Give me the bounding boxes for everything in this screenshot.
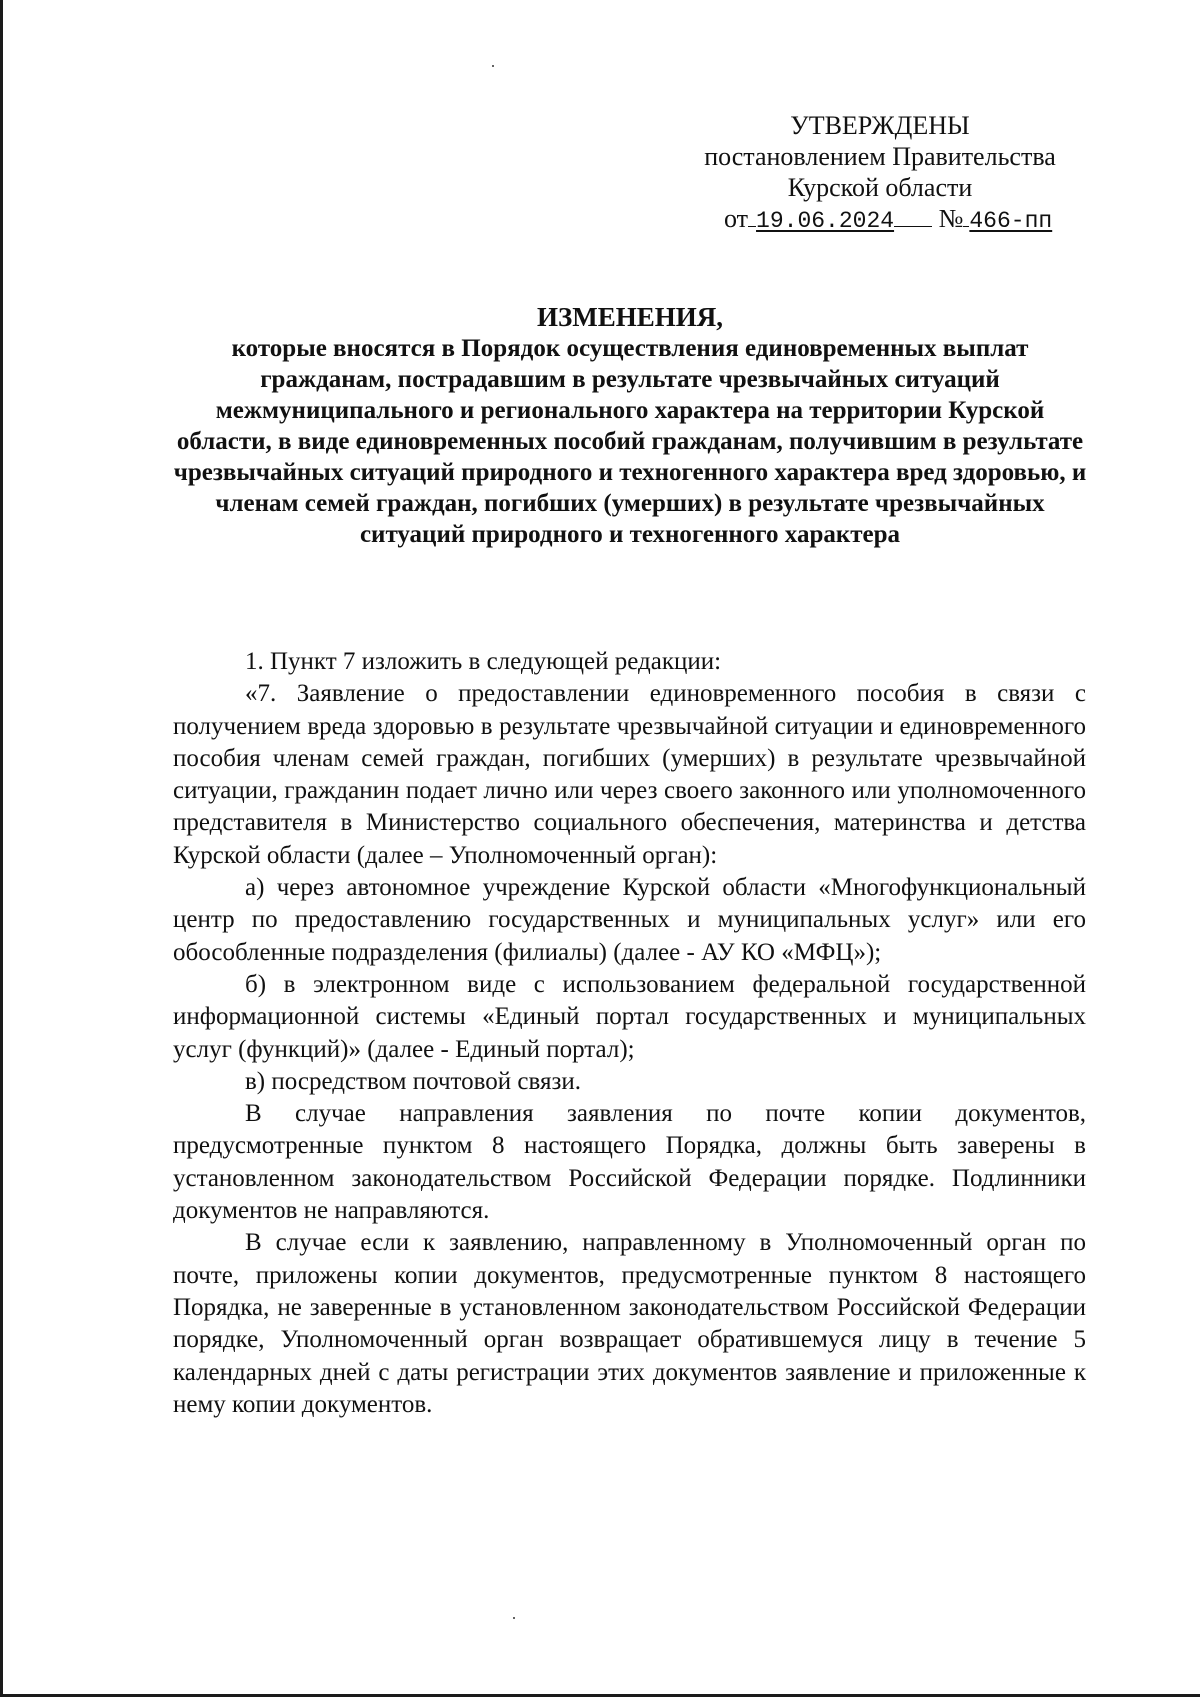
approval-number: 466-пп (969, 208, 1053, 234)
approval-date: 19.06.2024 (756, 208, 895, 234)
approval-line-approved: УТВЕРЖДЕНЫ (790, 111, 970, 140)
scan-left-border (0, 0, 3, 1697)
approval-date-number-row (650, 203, 1110, 237)
number-prefix: № (938, 204, 964, 233)
paragraph-item-7-text: «7. Заявление о предоставлении единовременного пособия в связи с получением вреда здоровью в результате чрезвычайной ситуации и единовременного пособия членам семей граждан, погибших (умерших) в результате чрезвычайной ситуации, гражданин подает лично или через своего законного или уполномоченного представителя в Министерство социального обеспечения, материнства и детства Курской области (далее – Уполномоченный орган): (173, 680, 1086, 869)
date-prefix: от (724, 204, 749, 233)
subparagraph-b: б) в электронном виде с использованием федеральной государственной информационной системы «Единый портал государственных и муниципальных услуг (функций)» (далее - Единый портал); (173, 970, 1086, 1063)
document-body (173, 646, 1086, 1421)
document-title-block (170, 302, 1090, 550)
scan-speck (513, 1617, 515, 1619)
paragraph-mail-copies: В случае направления заявления по почте копии документов, предусмотренные пунктом 8 настоящего Порядка, должны быть заверены в установленном законодательством Российской Федерации порядке. Подлинники документов не направляются. (173, 1100, 1086, 1225)
paragraph-return-documents: В случае если к заявлению, направленному в Уполномоченный орган по почте, приложены копии документов, предусмотренные пунктом 8 настоящего Порядка, не заверенные в установленном законодательством Российской Федерации порядке, Уполномоченный орган возвращает обратившемуся лицу в течение 5 календарных дней с даты регистрации этих документов заявление и приложенные к нему копии документов. (173, 1229, 1086, 1418)
approval-line-resolution: постановлением Правительства (704, 142, 1056, 171)
document-title: ИЗМЕНЕНИЯ, (536, 302, 723, 332)
paragraph-item-1: 1. Пункт 7 изложить в следующей редакции: (245, 648, 722, 675)
approval-line-region: Курской области (787, 173, 973, 202)
date-underline-gap (894, 224, 932, 227)
document-subtitle: которые вносятся в Порядок осуществления единовременных выплат гражданам, пострадавшим в результате чрезвычайных ситуаций межмуниципального и регионального характера на территории Курской области, в виде единовременных пособий гражданам, получившим в результате чрезвычайных ситуаций природного и техногенного характера вред здоровью, и членам семей граждан, погибших (умерших) в результате чрезвычайных ситуаций природного и техногенного характера (173, 335, 1087, 548)
approval-stamp-block (650, 110, 1110, 237)
subparagraph-a: а) через автономное учреждение Курской области «Многофункциональный центр по предоставлению государственных и муниципальных услуг» или его обособленные подразделения (филиалы) (далее - АУ КО «МФЦ»); (173, 874, 1086, 966)
date-underline-gap (748, 224, 756, 227)
scan-speck (492, 65, 494, 67)
subparagraph-v: в) посредством почтовой связи. (245, 1067, 581, 1095)
